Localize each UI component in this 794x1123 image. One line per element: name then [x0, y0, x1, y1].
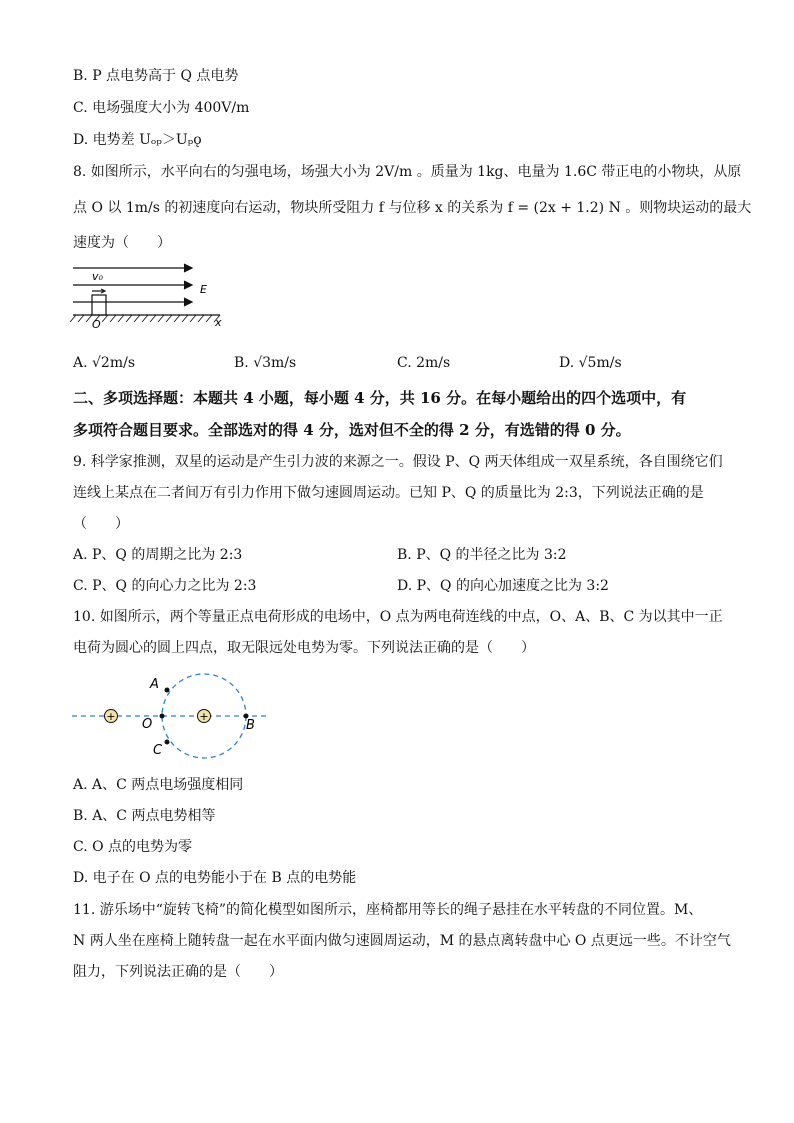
q10-point-o [160, 714, 165, 719]
q10-charge-right-sign: + [199, 710, 209, 723]
q8-fig-e-label: E [200, 283, 207, 296]
q10-option-a: A. A、C 两点电场强度相同 [73, 777, 244, 793]
q9-stem-line3: （ ） [73, 516, 129, 532]
section2-heading-line2: 多项符合题目要求。全部选对的得 4 分，选对但不全的得 2 分，有选错的得 0 分。 [73, 421, 631, 439]
q8-fig-v0-label: v₀ [92, 270, 103, 283]
q9-option-d: D. P、Q 的向心加速度之比为 3:2 [397, 578, 609, 594]
q7-option-b: B. P 点电势高于 Q 点电势 [73, 68, 239, 84]
q9-stem-line2: 连线上某点在二者间万有引力作用下做匀速圆周运动。已知 P、Q 的质量比为 2:3，下列说法正确的是 [73, 485, 704, 501]
q8-figure [70, 262, 230, 334]
q8-option-a: A. √2m/s [73, 355, 136, 371]
q8-stem-line3: 速度为（ ） [73, 235, 171, 251]
section2-heading-line1: 二、多项选择题：本题共 4 小题，每小题 4 分，共 16 分。在每小题给出的四个选项中，有 [73, 389, 687, 407]
q9-option-c: C. P、Q 的向心力之比为 2:3 [73, 578, 257, 594]
q8-stem-line2: 点 O 以 1m/s 的初速度向右运动，物块所受阻力 f 与位移 x 的关系为 f = (2x + 1.2) N 。则物块运动的最大 [73, 200, 752, 216]
q10-charge-right [198, 710, 211, 724]
q8-option-b: B. √3m/s [234, 355, 297, 371]
q10-charge-left [105, 710, 118, 724]
q9-option-b: B. P、Q 的半径之比为 3:2 [397, 547, 567, 563]
q11-stem-line1: 11. 游乐场中“旋转飞椅”的简化模型如图所示，座椅都用等长的绳子悬挂在水平转盘的不同位置。M、 [73, 902, 703, 918]
q11-stem-line2: N 两人坐在座椅上随转盘一起在水平面内做匀速圆周运动，M 的悬点离转盘中心 O 点更远一些。不计空气 [73, 933, 731, 949]
q10-charge-left-sign: + [106, 710, 116, 723]
q11-stem-line3: 阻力，下列说法正确的是（ ） [73, 964, 283, 980]
q10-label-c: C [153, 743, 163, 758]
q9-stem-line1: 9. 科学家推测，双星的运动是产生引力波的来源之一。假设 P、Q 两天体组成一双星系统，各自围绕它们 [73, 454, 723, 470]
q7-option-d: D. 电势差 Uₒₚ＞Uₚǫ [73, 132, 202, 148]
q10-option-d: D. 电子在 O 点的电势能小于在 B 点的电势能 [73, 870, 357, 886]
q10-stem-line1: 10. 如图所示，两个等量正点电荷形成的电场中，O 点为两电荷连线的中点，O、A、B、C 为以其中一正 [73, 609, 723, 625]
q8-stem-line1: 8. 如图所示，水平向右的匀强电场，场强大小为 2V/m 。质量为 1kg、电量为 1.6C 带正电的小物块，从原 [73, 164, 742, 180]
q8-option-c: C. 2m/s [397, 355, 451, 371]
q10-label-a: A [150, 677, 159, 692]
q10-figure [70, 668, 270, 768]
q7-option-c: C. 电场强度大小为 400V/m [73, 100, 250, 116]
q8-fig-o-label: O [92, 318, 101, 331]
q10-label-b: B [246, 718, 255, 733]
q10-option-b: B. A、C 两点电势相等 [73, 808, 216, 824]
q10-option-c: C. O 点的电势为零 [73, 839, 193, 855]
q10-point-c [165, 740, 170, 745]
q10-point-a [165, 688, 170, 693]
q10-stem-line2: 电荷为圆心的圆上四点，取无限远处电势为零。下列说法正确的是（ ） [73, 640, 535, 656]
q9-option-a: A. P、Q 的周期之比为 2:3 [73, 547, 243, 563]
q8-option-d: D. √5m/s [559, 355, 622, 371]
q10-label-o: O [142, 717, 153, 732]
q8-fig-x-label: x [215, 316, 222, 329]
